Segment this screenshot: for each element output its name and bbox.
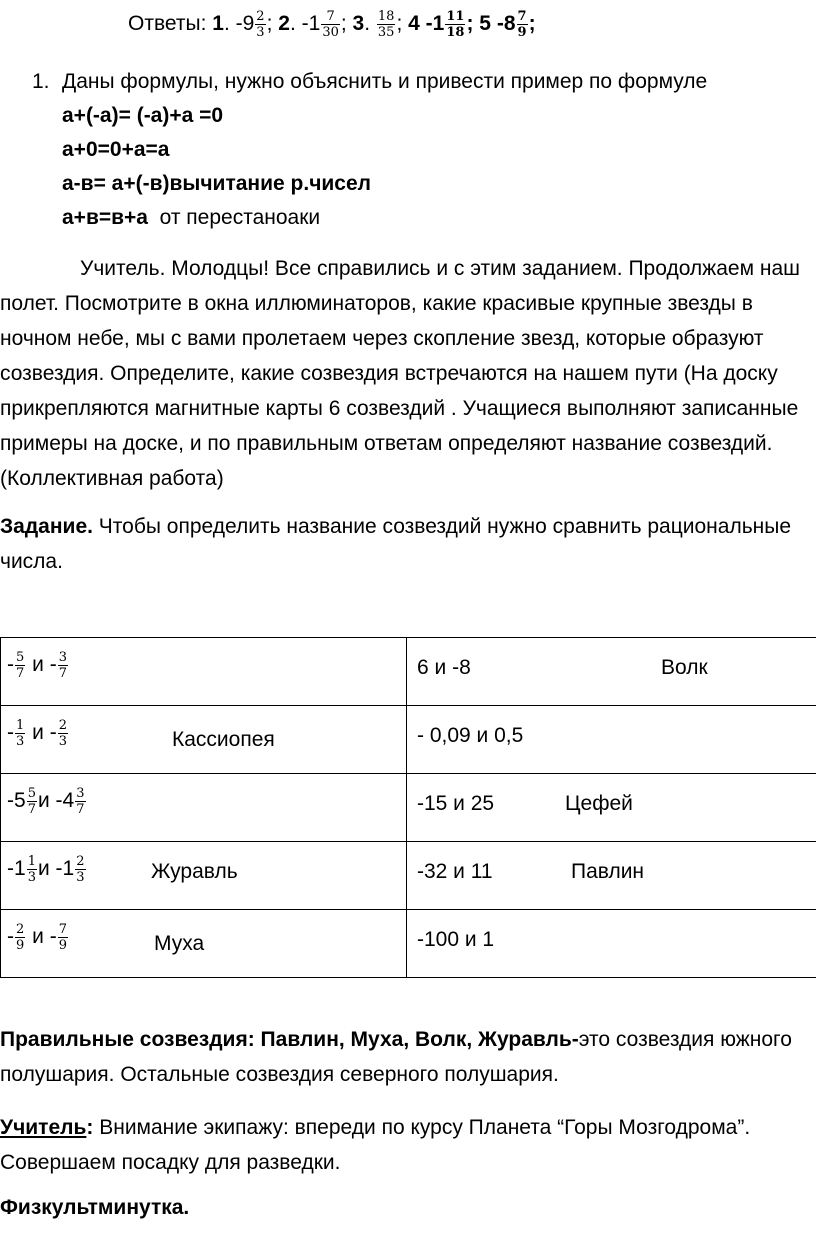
comparison-table — [0, 637, 816, 978]
table-cell — [1, 638, 407, 706]
task-statement — [0, 509, 816, 579]
table-cell — [407, 706, 816, 774]
formula-2: a+0=0+a=a — [62, 138, 170, 161]
table-cell — [407, 842, 816, 910]
task1-intro: Даны формулы, нужно объяснить и привести пример по формуле — [62, 70, 708, 93]
answer-1: 1. -9 $\frac{2}{3}$ ; — [212, 8, 273, 40]
task-text: Чтобы определить название созвездий нужно сравнить рациональные числа. — [0, 515, 792, 573]
table-cell — [1, 842, 407, 910]
table-row — [1, 910, 816, 978]
formula-1: a+(-a)= (-a)+a =0 — [62, 104, 224, 127]
table-cell — [407, 910, 816, 978]
table-cell — [1, 774, 407, 842]
correct-label: Правильные созвездия: Павлин, Муха, Волк, Журавль- — [0, 1028, 579, 1051]
table-row — [1, 638, 816, 706]
table-row — [1, 774, 816, 842]
fraction-pair: -5 $\frac{5}{7}$ и -4 $\frac{3}{7}$ — [7, 786, 85, 817]
constellation-name: Павлин — [571, 860, 645, 883]
teacher-label: Учитель — [0, 1116, 87, 1139]
fraction-pair: -1 $\frac{1}{3}$ и -1 $\frac{2}{3}$ — [7, 854, 85, 885]
teacher-text: Внимание экипажу: впереди по курсу Планета “Горы Мозгодрома”. Совершаем посадку для разведки. — [0, 1116, 751, 1174]
teacher-paragraph: Учитель. Молодцы! Все справились и с этим заданием. Продолжаем наш полет. Посмотрите в окна иллюминаторов, какие красивые крупные звезды в ночном небе, мы с вами пролетаем через скопление звезд, которые образуют созвездия. Определите, какие созвездия встречаются на нашем пути (На доску прикрепляются магнитные карты 6 созвездий . Учащиеся выполняют записанные примеры на доске, и по правильным ответам определяют название созвездий. (Коллективная работа) — [0, 257, 800, 490]
table-row — [1, 706, 816, 774]
table-cell — [407, 774, 816, 842]
correct-text: это созвездия южного полушария. Остальные созвездия северного полушария. — [0, 1028, 792, 1086]
number-pair: -15 и 25 — [417, 792, 495, 815]
table-cell — [1, 706, 407, 774]
fizminutka-heading: Физкультминутка. — [0, 1196, 190, 1219]
formula-4: a+в=в+a — [62, 206, 148, 229]
fraction-pair: - $\frac{5}{7}$ и - $\frac{3}{7}$ — [7, 650, 67, 681]
teacher-announcement: Учитель: Внимание экипажу: впереди по курсу Планета “Горы Мозгодрома”. Совершаем посадку для разведки. — [0, 1116, 751, 1174]
answer-4: 4 -1 $\frac{11}{18}$ ; — [408, 8, 474, 40]
formula-3: a-в= a+(-в)вычитание р.чисел — [62, 172, 371, 195]
table-cell — [407, 638, 816, 706]
task1-number: 1. — [32, 70, 50, 93]
constellation-name: Муха — [154, 932, 205, 955]
answer-3: 3. $\frac{18}{35}$ ; — [352, 8, 403, 40]
number-pair: -100 и 1 — [417, 928, 495, 951]
number-pair: -32 и 11 — [417, 860, 493, 883]
constellation-name: Цефей — [565, 792, 633, 815]
table-row — [1, 842, 816, 910]
number-pair: 6 и -8 — [417, 656, 471, 679]
constellation-name: Кассиопея — [172, 728, 275, 751]
formula-4-note: от перестаноаки — [159, 206, 321, 229]
number-pair: - 0,09 и 0,5 — [417, 724, 524, 747]
task-label: Задание. — [0, 515, 93, 538]
fraction-pair: - $\frac{1}{3}$ и - $\frac{2}{3}$ — [7, 718, 67, 749]
answer-5: 5 -8 $\frac{7}{9}$ ; — [479, 8, 536, 40]
correct-constellations — [0, 1022, 816, 1092]
answer-2: 2. -1 $\frac{7}{30}$ ; — [278, 8, 347, 40]
constellation-name: Волк — [661, 656, 708, 679]
formula-4-line — [62, 206, 320, 230]
answers-label: Ответы: — [128, 12, 207, 35]
constellation-name: Журавль — [151, 860, 238, 883]
table-cell — [1, 910, 407, 978]
fraction-pair: - $\frac{2}{9}$ и - $\frac{7}{9}$ — [7, 922, 67, 953]
answers-line — [128, 4, 536, 44]
